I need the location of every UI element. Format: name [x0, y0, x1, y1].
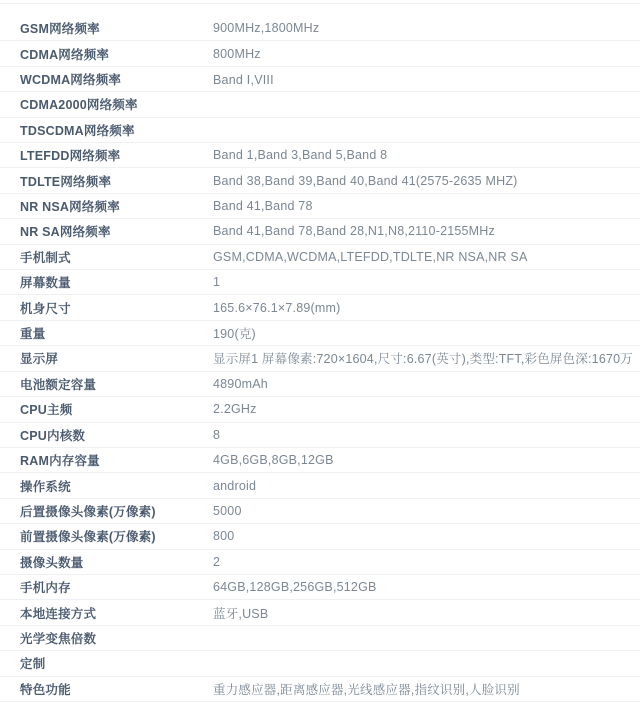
spec-row — [0, 626, 640, 651]
spec-value: 显示屏1 屏幕像素:720×1604,尺寸:6.67(英寸),类型:TFT,彩色屏色深:1670万 — [213, 352, 633, 367]
spec-label: CDMA2000网络频率 — [20, 98, 138, 113]
spec-label: 操作系统 — [20, 479, 71, 494]
spec-label: LTEFDD网络频率 — [20, 149, 121, 164]
spec-value: 800 — [213, 529, 235, 544]
spec-label: CPU内核数 — [20, 428, 86, 443]
spec-row — [0, 372, 640, 397]
spec-label: NR SA网络频率 — [20, 225, 111, 240]
spec-value: Band 1,Band 3,Band 5,Band 8 — [213, 148, 388, 163]
spec-value: 4890mAh — [213, 376, 268, 391]
spec-value: 重力感应器,距离感应器,光线感应器,指纹识别,人脸识别 — [213, 682, 520, 697]
spec-value: 800MHz — [213, 46, 261, 61]
spec-label: 手机制式 — [20, 250, 71, 265]
spec-label: 机身尺寸 — [20, 301, 71, 316]
spec-row — [0, 448, 640, 473]
spec-value: Band 41,Band 78 — [213, 199, 313, 214]
spec-row — [0, 651, 640, 676]
spec-row — [0, 270, 640, 295]
spec-label: NR NSA网络频率 — [20, 200, 120, 215]
spec-row — [0, 92, 640, 117]
spec-label: TDSCDMA网络频率 — [20, 123, 135, 138]
spec-label: 重量 — [20, 327, 46, 342]
spec-label: WCDMA网络频率 — [20, 73, 122, 88]
spec-label: 屏幕数量 — [20, 276, 71, 291]
spec-value: 190(克) — [213, 327, 256, 342]
spec-label: 定制 — [20, 657, 46, 672]
spec-label: CPU主频 — [20, 403, 73, 418]
spec-value: 8 — [213, 427, 221, 442]
spec-value: Band 41,Band 78,Band 28,N1,N8,2110-2155MHz — [213, 224, 495, 239]
spec-value: GSM,CDMA,WCDMA,LTEFDD,TDLTE,NR NSA,NR SA — [213, 249, 528, 264]
spec-row — [0, 118, 640, 143]
spec-label: 前置摄像头像素(万像素) — [20, 530, 156, 545]
spec-label: CDMA网络频率 — [20, 47, 110, 62]
spec-value: 900MHz,1800MHz — [213, 21, 320, 36]
spec-row — [0, 16, 640, 41]
spec-row — [0, 423, 640, 448]
spec-label: 电池额定容量 — [20, 377, 97, 392]
spec-row — [0, 397, 640, 422]
spec-row — [0, 346, 640, 371]
spec-label: 摄像头数量 — [20, 555, 84, 570]
spec-value: Band Ⅰ,VIII — [213, 72, 274, 87]
spec-row — [0, 295, 640, 320]
spec-value: 蓝牙,USB — [213, 606, 269, 621]
spec-row — [0, 524, 640, 549]
spec-row — [0, 168, 640, 193]
spec-value: 2.2GHz — [213, 402, 257, 417]
spec-row — [0, 143, 640, 168]
spec-label: TDLTE网络频率 — [20, 174, 112, 189]
spec-value: 165.6×76.1×7.89(mm) — [213, 300, 341, 315]
spec-label: 光学变焦倍数 — [20, 631, 97, 646]
spec-value: 1 — [213, 275, 221, 290]
spec-row — [0, 321, 640, 346]
spec-row — [0, 550, 640, 575]
top-divider — [0, 3, 640, 4]
spec-row — [0, 677, 640, 702]
spec-value: android — [213, 478, 257, 493]
spec-value: 5000 — [213, 503, 242, 518]
spec-row — [0, 219, 640, 244]
spec-value: 64GB,128GB,256GB,512GB — [213, 580, 377, 595]
spec-row — [0, 473, 640, 498]
spec-row — [0, 41, 640, 66]
spec-row — [0, 575, 640, 600]
spec-label: GSM网络频率 — [20, 22, 100, 37]
spec-value: Band 38,Band 39,Band 40,Band 41(2575-2635 MHZ) — [213, 173, 518, 188]
spec-row — [0, 600, 640, 625]
spec-label: 特色功能 — [20, 682, 71, 697]
spec-label: RAM内存容量 — [20, 454, 100, 469]
spec-row — [0, 499, 640, 524]
spec-table — [0, 16, 640, 702]
spec-row — [0, 194, 640, 219]
spec-label: 手机内存 — [20, 581, 71, 596]
spec-row — [0, 245, 640, 270]
spec-label: 本地连接方式 — [20, 606, 97, 621]
spec-row — [0, 67, 640, 92]
spec-value: 2 — [213, 554, 221, 569]
spec-value: 4GB,6GB,8GB,12GB — [213, 453, 334, 468]
spec-label: 显示屏 — [20, 352, 59, 367]
spec-label: 后置摄像头像素(万像素) — [20, 504, 156, 519]
